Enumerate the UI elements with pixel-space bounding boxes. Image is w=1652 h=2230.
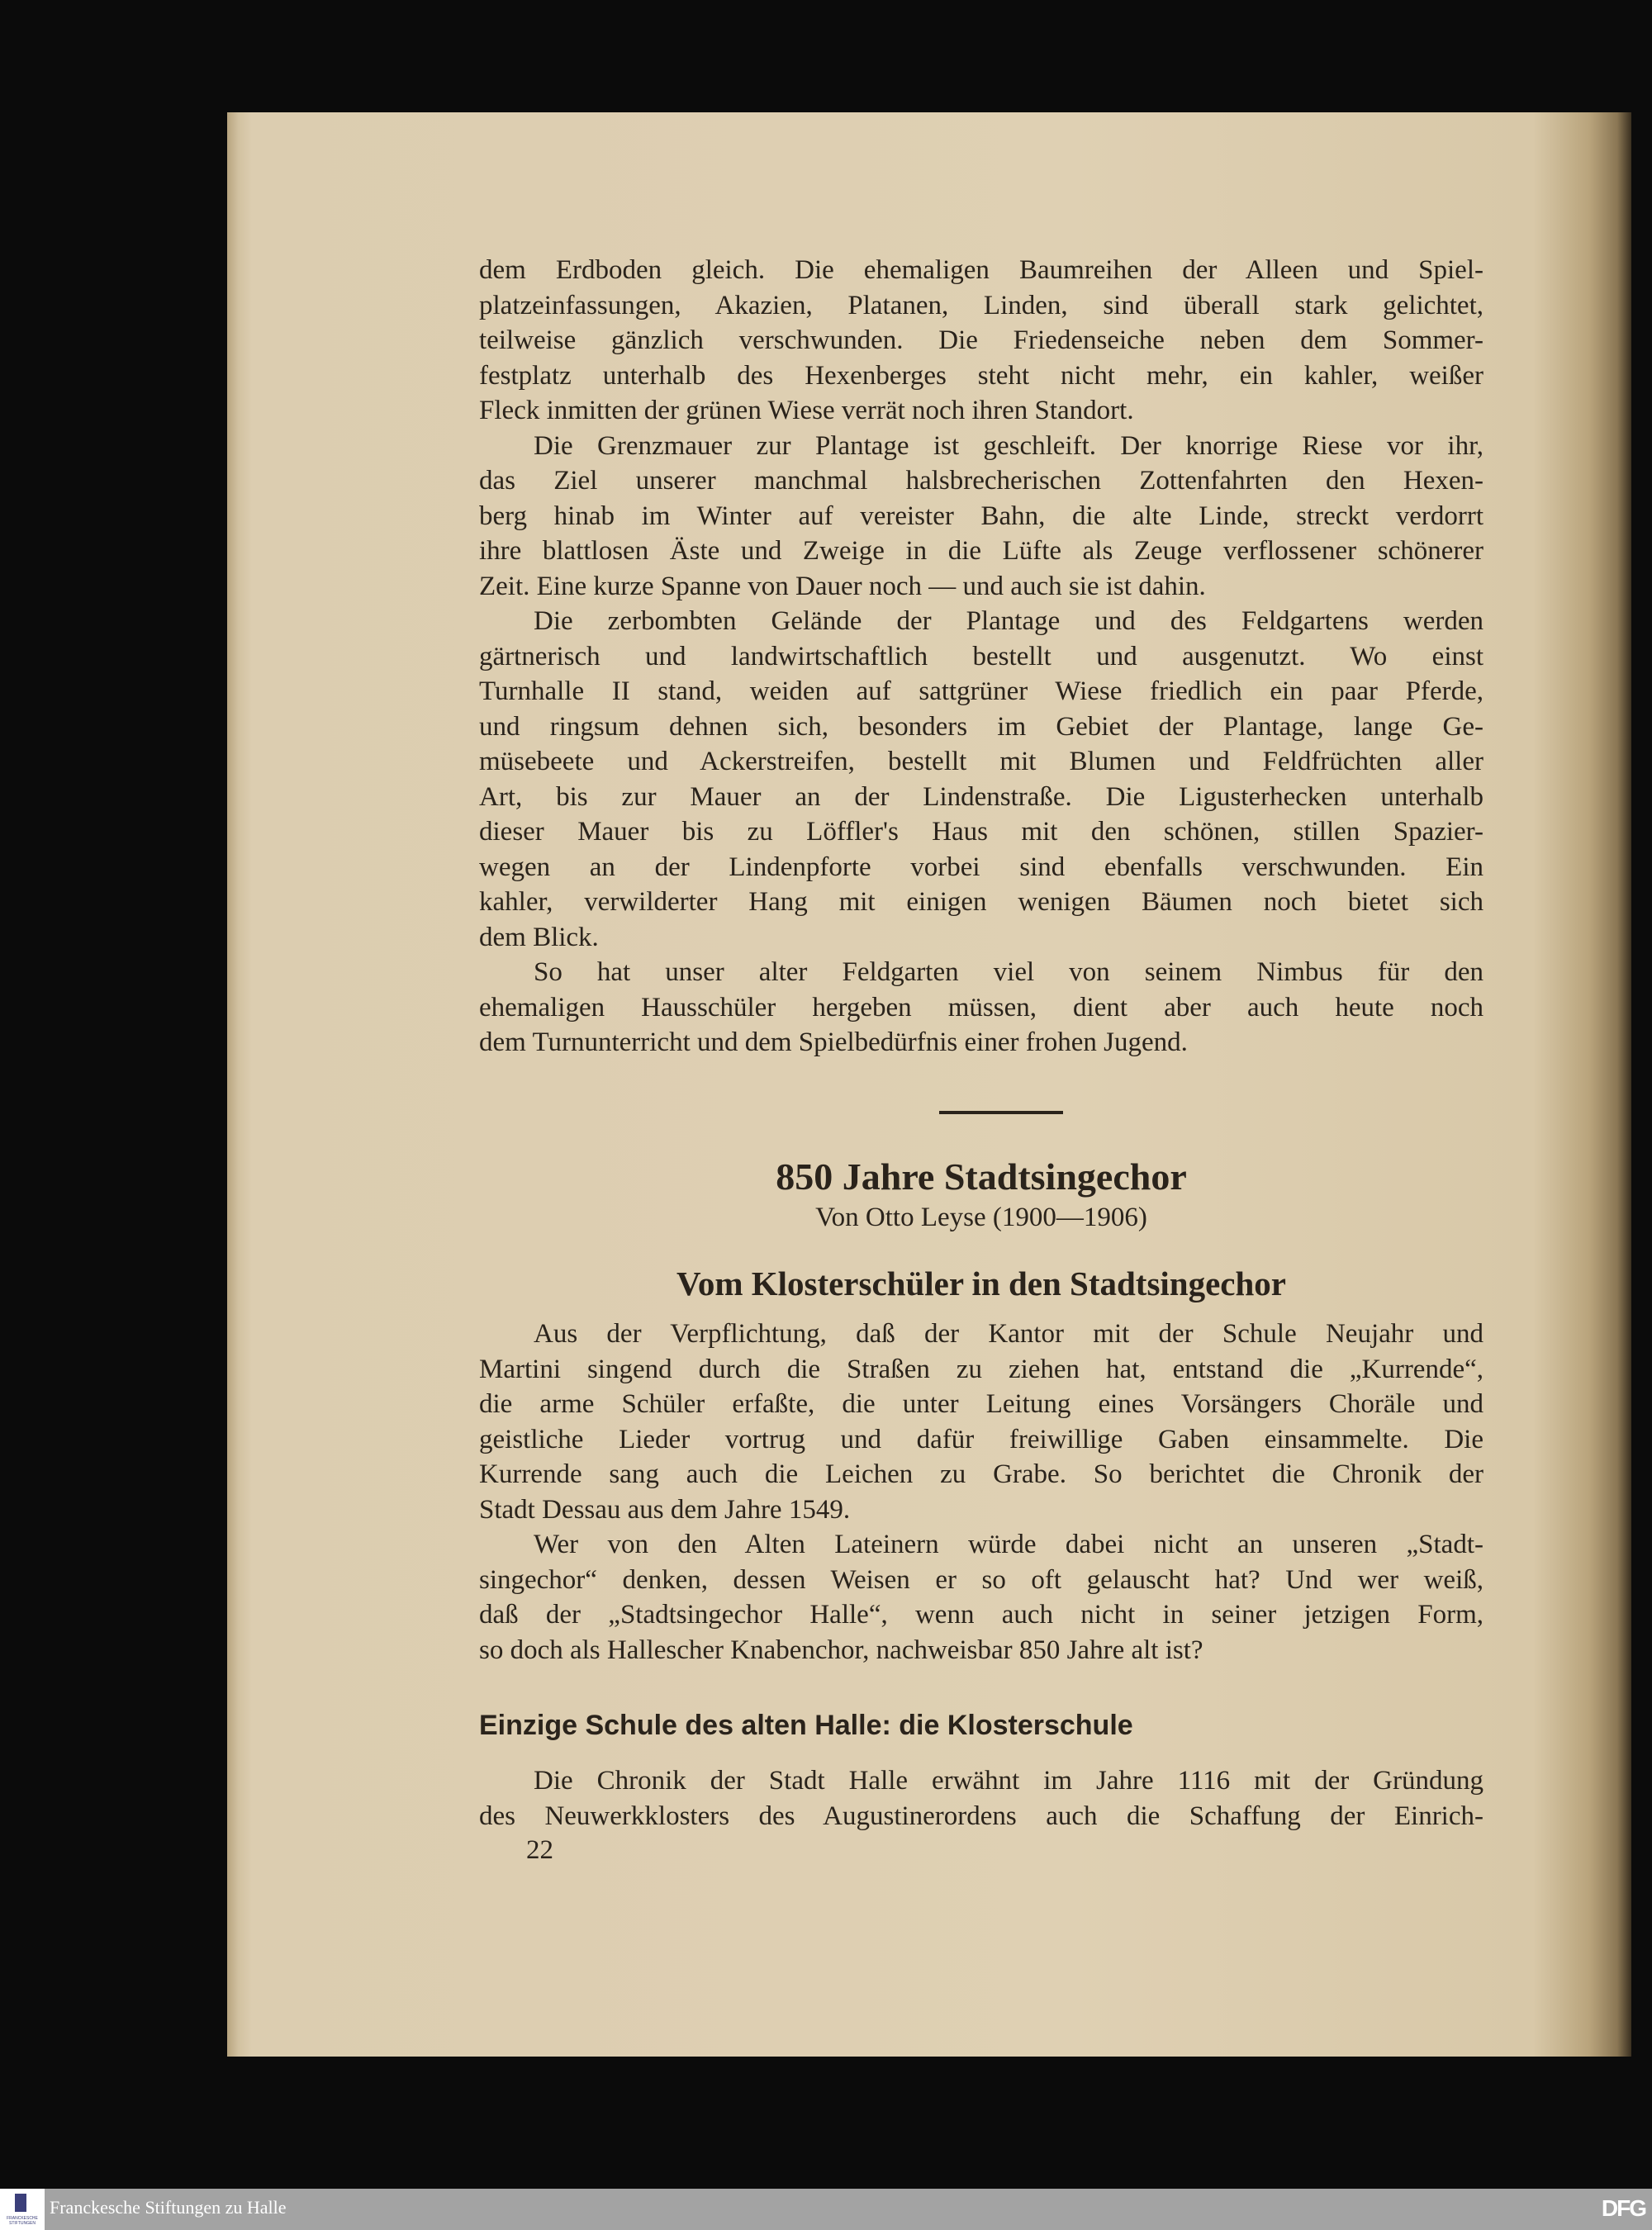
text-line: Zeit. Eine kurze Spanne von Dauer noch — und auch sie ist dahin. [479, 571, 1206, 601]
text-line: geistliche Lieder vortrug und dafür freiwillige Gaben einsammelte. Die [479, 1424, 1483, 1454]
text-line: die arme Schüler erfaßte, die unter Leitung eines Vorsängers Choräle und [479, 1389, 1483, 1419]
text-line: so doch als Hallescher Knabenchor, nachweisbar 850 Jahre alt ist? [479, 1635, 1203, 1665]
text-line: das Ziel unserer manchmal halsbrecherischen Zottenfahrten den Hexen- [479, 466, 1483, 496]
text-line: platzeinfassungen, Akazien, Platanen, Linden, sind überall stark gelichtet, [479, 290, 1483, 320]
page-number: 22 [526, 1835, 553, 1865]
institution-logo[interactable]: FRANCKESCHE STIFTUNGEN [0, 2189, 45, 2230]
text-line: Die Chronik der Stadt Halle erwähnt im Jahre 1116 mit der Gründung [534, 1766, 1483, 1796]
text-line: daß der „Stadtsingechor Halle“, wenn auch nicht in seiner jetzigen Form, [479, 1600, 1483, 1630]
text-line: Turnhalle II stand, weiden auf sattgrüner Wiese friedlich ein paar Pferde, [479, 676, 1483, 706]
section-heading-2: Einzige Schule des alten Halle: die Klosterschule [479, 1710, 1133, 1741]
text-line: wegen an der Lindenpforte vorbei sind ebenfalls verschwunden. Ein [479, 852, 1483, 882]
text-line: festplatz unterhalb des Hexenberges steht nicht mehr, ein kahler, weißer [479, 360, 1483, 391]
dfg-logo[interactable]: DFG [1601, 2195, 1645, 2221]
text-line: dem Turnunterricht und dem Spielbedürfnis einer frohen Jugend. [479, 1027, 1188, 1057]
text-line: berg hinab im Winter auf vereister Bahn, die alte Linde, streckt verdorrt [479, 501, 1483, 531]
footer-bar [0, 2189, 1652, 2230]
institution-name[interactable]: Franckesche Stiftungen zu Halle [50, 2197, 287, 2218]
text-line: ihre blattlosen Äste und Zweige in die Lüfte als Zeuge verflossener schönerer [479, 536, 1483, 566]
section-divider [939, 1111, 1063, 1114]
text-line: ehemaligen Hausschüler hergeben müssen, dient aber auch heute noch [479, 992, 1483, 1022]
text-line: Stadt Dessau aus dem Jahre 1549. [479, 1494, 851, 1525]
text-line: Art, bis zur Mauer an der Lindenstraße. Die Ligusterhecken unterhalb [479, 781, 1483, 812]
page-edge [227, 112, 239, 2057]
text-line: müsebeete und Ackerstreifen, bestellt mit Blumen und Feldfrüchten aller [479, 747, 1483, 776]
text-column-article [479, 1317, 1483, 1668]
text-column-top [479, 253, 1483, 1060]
text-line: Fleck inmitten der grünen Wiese verrät noch ihren Standort. [479, 396, 1134, 425]
text-line: Martini singend durch die Straßen zu ziehen hat, entstand die „Kurrende“, [479, 1354, 1483, 1384]
text-line: gärtnerisch und landwirtschaftlich bestellt und ausgenutzt. Wo einst [479, 641, 1483, 671]
text-line: des Neuwerkklosters des Augustinerordens auch die Schaffung der Einrich- [479, 1801, 1483, 1831]
text-line: und ringsum dehnen sich, besonders im Gebiet der Plantage, lange Ge- [479, 711, 1483, 742]
text-line: Kurrende sang auch die Leichen zu Grabe. So berichtet die Chronik der [479, 1459, 1483, 1489]
text-line: Aus der Verpflichtung, daß der Kantor mit der Schule Neujahr und [534, 1319, 1483, 1349]
text-line: kahler, verwilderter Hang mit einigen wenigen Bäumen noch bietet sich [479, 887, 1483, 917]
text-line: dem Erdboden gleich. Die ehemaligen Baumreihen der Alleen und Spiel- [479, 255, 1483, 285]
article-title: 850 Jahre Stadtsingechor [776, 1155, 1187, 1198]
text-column-article-2 [479, 1763, 1483, 1834]
article-byline: Von Otto Leyse (1900—1906) [815, 1203, 1147, 1232]
text-line: Wer von den Alten Lateinern würde dabei nicht an unseren „Stadt- [534, 1530, 1483, 1559]
text-line: So hat unser alter Feldgarten viel von seinem Nimbus für den [534, 957, 1483, 987]
text-line: teilweise gänzlich verschwunden. Die Friedenseiche neben dem Sommer- [479, 325, 1483, 355]
text-line: Die Grenzmauer zur Plantage ist geschleift. Der knorrige Riese vor ihr, [534, 430, 1483, 461]
text-line: singechor“ denken, dessen Weisen er so oft gelauscht hat? Und wer weiß, [479, 1564, 1483, 1595]
text-line: Die zerbombten Gelände der Plantage und des Feldgartens werden [534, 606, 1483, 636]
text-line: dem Blick. [479, 922, 599, 952]
section-heading: Vom Klosterschüler in den Stadtsingechor [676, 1264, 1287, 1302]
text-line: dieser Mauer bis zu Löffler's Haus mit den schönen, stillen Spazier- [479, 817, 1483, 847]
